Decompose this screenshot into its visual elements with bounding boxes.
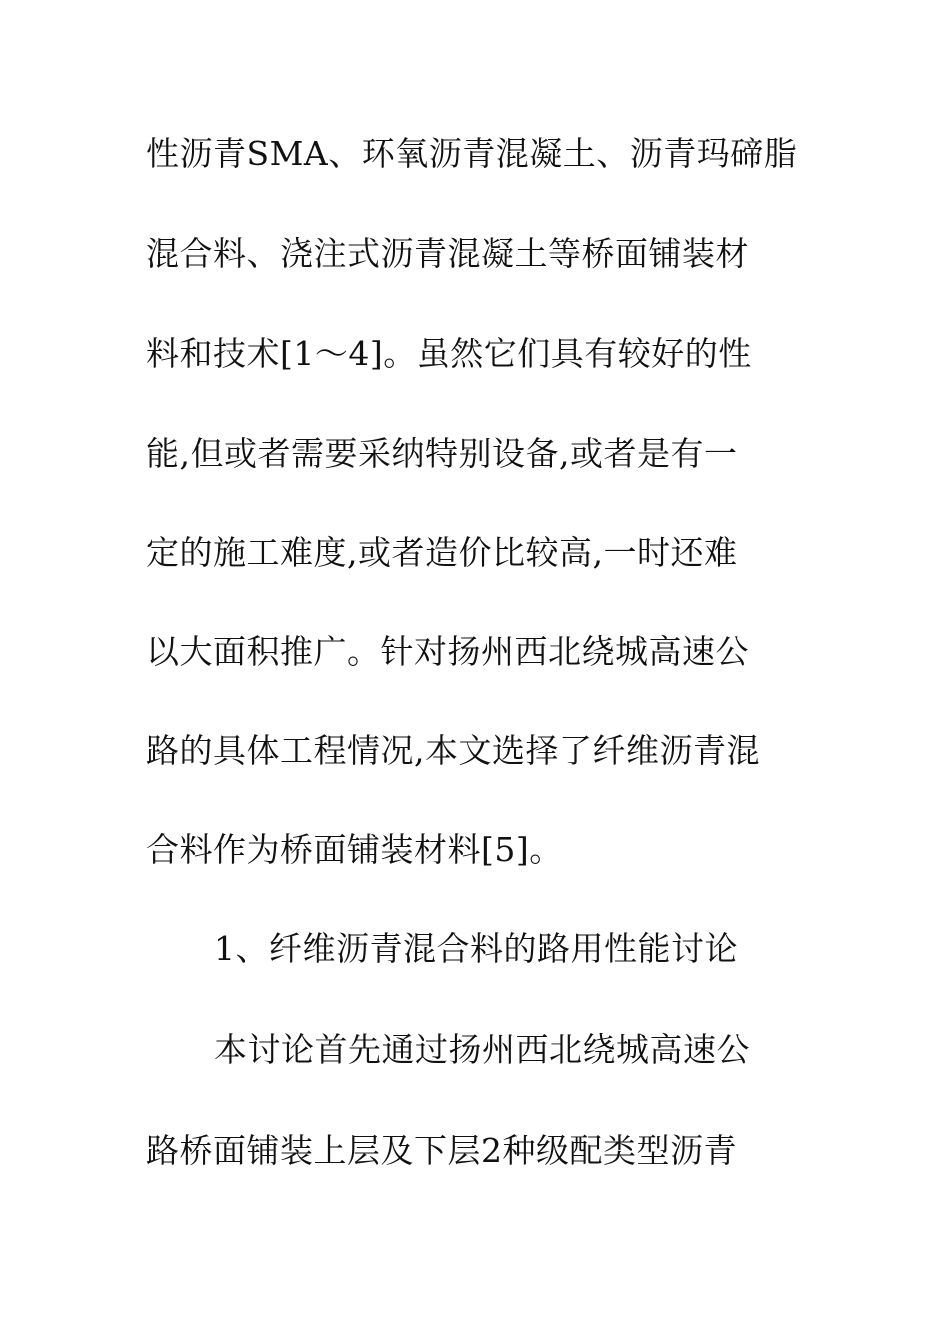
paragraph-line: 路桥面铺装上层及下层2种级配类型沥青: [146, 1131, 737, 1170]
paragraph-line: 能,但或者需要采纳特别设备,或者是有一: [146, 434, 738, 473]
paragraph-line: 混合料、浇注式沥青混凝土等桥面铺装材: [146, 234, 749, 273]
paragraph-line: 性沥青SMA、环氧沥青混凝土、沥青玛碲脂: [146, 134, 798, 173]
paragraph-line: 以大面积推广。针对扬州西北绕城高速公: [146, 632, 749, 671]
paragraph-line: 定的施工难度,或者造价比较高,一时还难: [146, 533, 738, 572]
paragraph-line: 料和技术[1～4]。虽然它们具有较好的性: [146, 334, 752, 373]
paragraph-line: 路的具体工程情况,本文选择了纤维沥青混: [146, 731, 760, 770]
paragraph-line: 本讨论首先通过扬州西北绕城高速公: [214, 1030, 750, 1069]
section-heading: 1、纤维沥青混合料的路用性能讨论: [214, 929, 738, 968]
paragraph-line: 合料作为桥面铺装材料[5]。: [146, 830, 563, 869]
